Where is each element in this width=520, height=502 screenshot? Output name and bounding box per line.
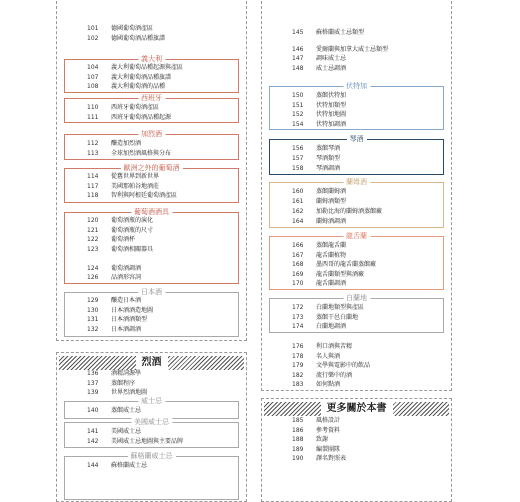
toc-group bbox=[64, 164, 239, 203]
page-number: 107 bbox=[87, 74, 99, 81]
entry-title: 流行樂中的酒 bbox=[316, 372, 353, 379]
entry-title: 西班牙葡萄酒品種起源 bbox=[111, 114, 172, 121]
toc-group bbox=[64, 366, 239, 396]
entry-title: 蒸餾威士忌 bbox=[111, 407, 142, 414]
group-title: 義大利 bbox=[138, 54, 165, 64]
entry-title: 蒸餾干邑白蘭地 bbox=[316, 314, 359, 321]
page-number: 173 bbox=[292, 314, 304, 321]
page-number: 190 bbox=[292, 455, 304, 462]
entry-title: 品酒形容詞 bbox=[111, 274, 142, 281]
toc-group bbox=[64, 418, 239, 448]
entry-title: 美國那帕谷地酒莊 bbox=[111, 183, 160, 190]
entry-title: 葡萄酒調酒 bbox=[111, 265, 142, 272]
entry-title: 致謝 bbox=[316, 436, 329, 443]
entry-title: 日本酒酒類型 bbox=[111, 316, 148, 323]
page-number: 151 bbox=[292, 102, 304, 109]
group-title: 葡萄酒酒具 bbox=[131, 207, 172, 217]
page-number: 114 bbox=[87, 173, 99, 180]
entry-title: 釀造加烈酒 bbox=[111, 140, 142, 147]
page-number: 166 bbox=[292, 242, 304, 249]
group-title: 琴酒 bbox=[347, 134, 367, 144]
about-book-banner bbox=[264, 402, 449, 416]
page-number: 168 bbox=[292, 261, 304, 268]
entry-title: 義大利葡萄品種起源與產區 bbox=[111, 64, 184, 71]
toc-group bbox=[64, 452, 239, 500]
page-number: 189 bbox=[292, 446, 304, 453]
entry-title: 西班牙葡萄酒產區 bbox=[111, 104, 160, 111]
entry-title: 如何點酒 bbox=[316, 381, 341, 388]
toc-group bbox=[269, 232, 444, 290]
page-number: 179 bbox=[292, 362, 304, 369]
group-title: 威士忌 bbox=[138, 396, 165, 406]
entry-title: 蒸餾伏特加 bbox=[316, 92, 347, 99]
entry-title: 全球加烈酒風格與分布 bbox=[111, 150, 172, 157]
page-number: 110 bbox=[87, 104, 99, 111]
page-number: 174 bbox=[292, 323, 304, 330]
page-number: 182 bbox=[292, 372, 304, 379]
page-number: 108 bbox=[87, 83, 99, 90]
entry-title: 譯名對照表 bbox=[316, 455, 347, 462]
entry-title: 琴酒類型 bbox=[316, 155, 341, 162]
page-number: 167 bbox=[292, 252, 304, 259]
page-number: 137 bbox=[87, 380, 99, 387]
page-number: 124 bbox=[87, 265, 99, 272]
entry-title: 伏特加類型 bbox=[316, 102, 347, 109]
toc-group bbox=[269, 415, 444, 465]
entry-title: 日本酒調酒 bbox=[111, 326, 142, 333]
page-number: 183 bbox=[292, 381, 304, 388]
entry-title: 酒精詞源學 bbox=[111, 370, 142, 377]
group-title: 龍舌蘭 bbox=[343, 231, 370, 241]
entry-title: 世界烈酒地圖 bbox=[111, 389, 148, 396]
entry-title: 龍舌蘭植物 bbox=[316, 252, 347, 259]
entry-title: 從舊世界到新世界 bbox=[111, 173, 160, 180]
page-number: 129 bbox=[87, 297, 99, 304]
page-number: 130 bbox=[87, 307, 99, 314]
page-number: 146 bbox=[292, 46, 304, 53]
entry-title: 蘭姆酒調酒 bbox=[316, 218, 347, 225]
entry-title: 威士忌調酒 bbox=[316, 65, 347, 72]
page-number: 101 bbox=[87, 25, 99, 32]
entry-title: 蘭姆酒類型 bbox=[316, 198, 347, 205]
toc-group bbox=[64, 288, 239, 337]
page-number: 102 bbox=[87, 35, 99, 42]
entry-title: 義大利葡萄酒的品種 bbox=[111, 83, 166, 90]
page-number: 141 bbox=[87, 428, 99, 435]
entry-title: 蒸餾蘭姆酒 bbox=[316, 188, 347, 195]
entry-title: 伏特加調酒 bbox=[316, 121, 347, 128]
toc-group bbox=[64, 94, 239, 123]
entry-title: 文學與電影中的飲品 bbox=[316, 362, 371, 369]
toc-group bbox=[269, 0, 444, 42]
page-number: 170 bbox=[292, 280, 304, 287]
entry-title: 名人與酒 bbox=[316, 353, 341, 360]
entry-title: 日本酒酒造地圖 bbox=[111, 307, 154, 314]
entry-title: 蒸餾龍舌蘭 bbox=[316, 242, 347, 249]
page-number: 139 bbox=[87, 389, 99, 396]
page-number: 142 bbox=[87, 438, 99, 445]
toc-group bbox=[64, 55, 239, 93]
section-heading: 烈酒 bbox=[136, 356, 168, 370]
group-title: 加烈酒 bbox=[138, 129, 165, 139]
entry-title: 白蘭地類型與產區 bbox=[316, 304, 365, 311]
page-number: 176 bbox=[292, 343, 304, 350]
entry-title: 龍舌蘭調酒 bbox=[316, 280, 347, 287]
group-title: 歐洲之外的葡萄酒 bbox=[121, 163, 183, 173]
entry-title: 龍舌蘭類型與酒廠 bbox=[316, 271, 365, 278]
entry-title: 利口酒與苦精 bbox=[316, 343, 353, 350]
entry-title: 釀造日本酒 bbox=[111, 297, 142, 304]
entry-title: 加勒比海的蘭姆酒蒸餾廠 bbox=[316, 208, 383, 215]
toc-group bbox=[269, 340, 444, 388]
page-number: 144 bbox=[87, 462, 99, 469]
page-number: 161 bbox=[292, 198, 304, 205]
page-number: 178 bbox=[292, 353, 304, 360]
page-number: 117 bbox=[87, 183, 99, 190]
entry-title: 智利與阿根廷葡萄酒產區 bbox=[111, 192, 178, 199]
page-number: 112 bbox=[87, 140, 99, 147]
group-title: 日本酒 bbox=[138, 287, 165, 297]
group-title: 蘭姆酒 bbox=[343, 177, 370, 187]
page-number: 188 bbox=[292, 436, 304, 443]
toc-group bbox=[269, 178, 444, 228]
page-number: 140 bbox=[87, 407, 99, 414]
page-number: 172 bbox=[292, 304, 304, 311]
entry-title: 蒸餾程序 bbox=[111, 380, 136, 387]
entry-title: 美國威士忌 bbox=[111, 428, 142, 435]
page-number: 150 bbox=[292, 92, 304, 99]
entry-title: 風格設計 bbox=[316, 417, 341, 424]
group-title: 蘇格蘭威士忌 bbox=[128, 451, 176, 461]
page-number: 120 bbox=[87, 217, 99, 224]
page-number: 131 bbox=[87, 316, 99, 323]
page-number: 154 bbox=[292, 121, 304, 128]
page-number: 186 bbox=[292, 427, 304, 434]
entry-title: 葡萄酒杯 bbox=[111, 236, 136, 243]
entry-title: 葡萄酒瓶的演化 bbox=[111, 217, 154, 224]
page-number: 157 bbox=[292, 155, 304, 162]
page-number: 185 bbox=[292, 417, 304, 424]
group-title: 白蘭地 bbox=[343, 293, 370, 303]
page-number: 136 bbox=[87, 370, 99, 377]
page-number: 148 bbox=[292, 65, 304, 72]
page-number: 118 bbox=[87, 192, 99, 199]
right-column bbox=[261, 0, 454, 500]
toc-group bbox=[64, 0, 239, 54]
page-number: 145 bbox=[292, 29, 304, 36]
page-number: 156 bbox=[292, 145, 304, 152]
entry-title: 琴酒調酒 bbox=[316, 165, 341, 172]
entry-title: 德國葡萄酒品種旗譜 bbox=[111, 35, 166, 42]
entry-title: 蘇格蘭威士忌類型 bbox=[316, 29, 365, 36]
page-number: 132 bbox=[87, 326, 99, 333]
page-number: 126 bbox=[87, 274, 99, 281]
page-number: 160 bbox=[292, 188, 304, 195]
toc-group bbox=[269, 294, 444, 333]
entry-title: 葡萄酒瓶的尺寸 bbox=[111, 227, 154, 234]
left-column bbox=[56, 0, 249, 500]
section-heading: 更多關於本書 bbox=[321, 402, 393, 416]
entry-title: 美國威士忌地圖與主要品牌 bbox=[111, 438, 184, 445]
toc-group bbox=[64, 208, 239, 284]
entry-title: 義大利葡萄酒品種旗譜 bbox=[111, 74, 172, 81]
page-number: 162 bbox=[292, 208, 304, 215]
entry-title: 蘇格蘭威士忌 bbox=[111, 462, 148, 469]
group-title: 西班牙 bbox=[138, 93, 165, 103]
toc-group bbox=[269, 43, 444, 76]
toc-group bbox=[64, 130, 239, 160]
page-number: 121 bbox=[87, 227, 99, 234]
entry-title: 墨西哥的龍舌蘭蒸餾廠 bbox=[316, 261, 377, 268]
toc-group bbox=[269, 135, 444, 175]
entry-title: 參考資料 bbox=[316, 427, 341, 434]
entry-title: 德國葡萄酒產區 bbox=[111, 25, 154, 32]
page-number: 122 bbox=[87, 236, 99, 243]
toc-group bbox=[269, 82, 444, 130]
group-title: 伏特加 bbox=[343, 81, 370, 91]
page-number: 147 bbox=[292, 55, 304, 62]
page-number: 158 bbox=[292, 165, 304, 172]
entry-title: 白蘭地調酒 bbox=[316, 323, 347, 330]
entry-title: 調味威士忌 bbox=[316, 55, 347, 62]
page-number: 111 bbox=[87, 114, 99, 121]
page-number: 113 bbox=[87, 150, 99, 157]
entry-title: 蒸餾琴酒 bbox=[316, 145, 341, 152]
page-number: 164 bbox=[292, 218, 304, 225]
entry-title: 伏特加地圖 bbox=[316, 111, 347, 118]
entry-title: 編製團隊 bbox=[316, 446, 341, 453]
page-number: 123 bbox=[87, 246, 99, 253]
entry-title: 葡萄酒相關器具 bbox=[111, 246, 154, 253]
entry-title: 愛爾蘭與加拿大威士忌類型 bbox=[316, 46, 389, 53]
page-number: 152 bbox=[292, 111, 304, 118]
page-number: 169 bbox=[292, 271, 304, 278]
group-title: 美國威士忌 bbox=[131, 417, 172, 427]
page-number: 104 bbox=[87, 64, 99, 71]
